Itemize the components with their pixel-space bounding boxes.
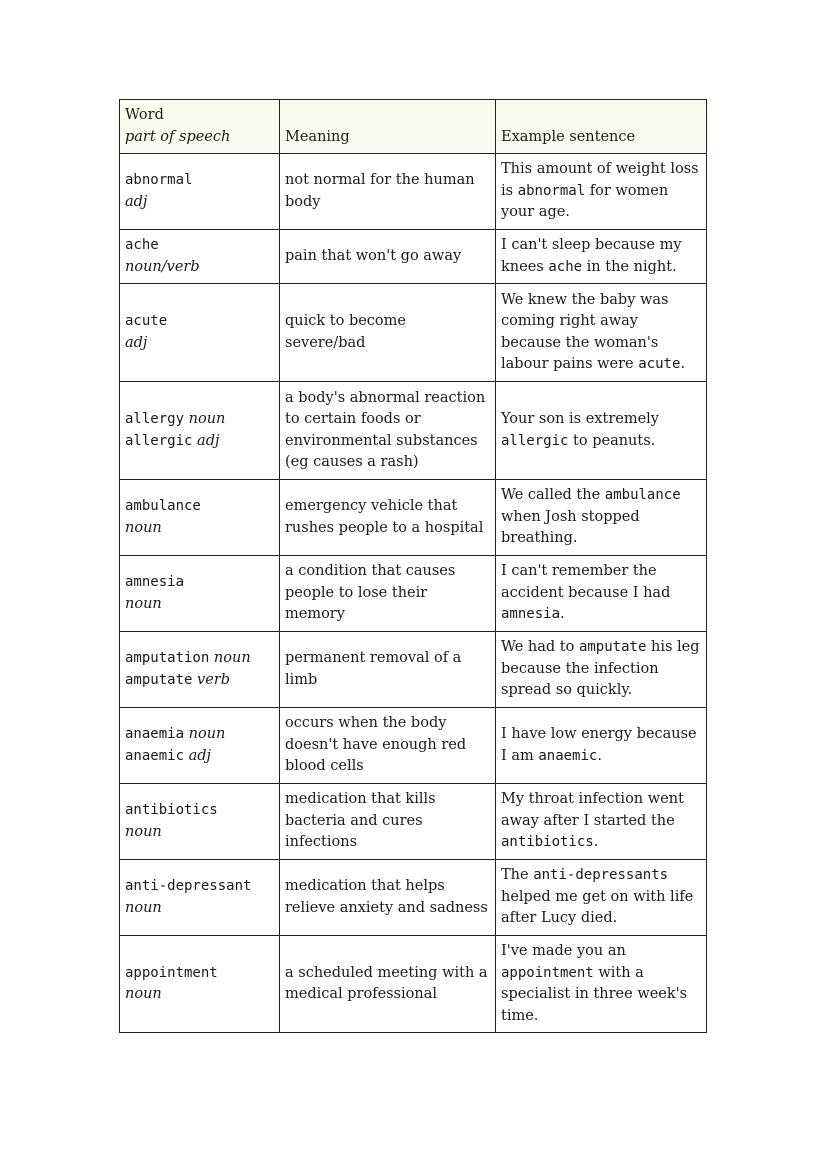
vocab-word: ache — [125, 237, 159, 253]
vocab-word: antibiotics — [125, 802, 218, 818]
word-line — [125, 409, 274, 431]
word-line — [125, 648, 274, 670]
word-line — [125, 898, 274, 920]
table-body — [120, 154, 707, 1033]
vocab-word: abnormal — [125, 172, 193, 188]
highlighted-word: amputate — [578, 639, 647, 656]
word-cell — [120, 936, 280, 1033]
highlighted-word: amnesia — [501, 606, 561, 623]
example-cell — [496, 860, 707, 936]
word-line — [125, 257, 274, 279]
part-of-speech: verb — [197, 671, 231, 688]
word-line — [125, 192, 274, 214]
example-text: in the night. — [582, 258, 677, 275]
word-cell — [120, 154, 280, 230]
example-text: The — [501, 867, 534, 884]
vocabulary-table — [119, 99, 707, 1033]
meaning-cell: emergency vehicle that rushes people to a hospital — [280, 480, 496, 556]
example-text: . — [560, 606, 565, 623]
word-line — [125, 724, 274, 746]
vocab-word: anti-depressant — [125, 878, 252, 894]
highlighted-word: antibiotics — [501, 834, 594, 851]
part-of-speech: noun — [125, 899, 162, 916]
meaning-cell: permanent removal of a limb — [280, 632, 496, 708]
example-text: I can't sleep because my knees — [501, 237, 682, 275]
vocab-word: amnesia — [125, 574, 185, 590]
table-row — [120, 784, 707, 860]
part-of-speech: noun — [125, 823, 162, 840]
vocab-word: allergy — [125, 411, 185, 427]
vocab-word: anaemia — [125, 726, 185, 742]
table-row — [120, 708, 707, 784]
part-of-speech: noun — [125, 519, 162, 536]
vocab-word: appointment — [125, 964, 218, 981]
example-cell — [496, 708, 707, 784]
table-row — [120, 860, 707, 936]
part-of-speech: noun — [125, 986, 162, 1002]
word-line — [125, 594, 274, 616]
example-text: Your son is extremely — [501, 411, 659, 427]
header-word: Word — [125, 107, 164, 123]
part-of-speech: adj — [188, 747, 212, 764]
word-cell — [120, 284, 280, 382]
meaning-cell: medication that helps relieve anxiety and sadness — [280, 860, 496, 936]
example-text: with a specialist in three week's time. — [501, 964, 688, 1024]
vocab-word: allergic — [125, 432, 193, 449]
word-line — [125, 170, 274, 192]
example-cell — [496, 556, 707, 632]
word-cell — [120, 382, 280, 480]
example-text: his leg because the infection spread so quickly. — [501, 639, 700, 699]
example-text: when Josh stopped breathing. — [501, 508, 640, 547]
word-line — [125, 822, 274, 844]
highlighted-word: abnormal — [517, 182, 586, 199]
example-cell — [496, 230, 707, 284]
header-part-of-speech: part of speech — [125, 128, 231, 145]
table-row — [120, 480, 707, 556]
highlighted-word: ache — [548, 258, 583, 275]
part-of-speech: noun — [125, 595, 162, 612]
example-cell — [496, 632, 707, 708]
example-text: My throat infection went away after I started the — [501, 791, 684, 829]
word-line — [125, 311, 274, 333]
word-line — [125, 572, 274, 594]
word-line — [125, 800, 274, 822]
highlighted-word: ambulance — [604, 487, 681, 504]
part-of-speech: noun/verb — [125, 258, 200, 275]
example-text: We had to — [501, 639, 579, 656]
meaning-cell: a condition that causes people to lose their memory — [280, 556, 496, 632]
word-line — [125, 496, 274, 518]
example-text: . — [680, 356, 686, 372]
part-of-speech: adj — [125, 193, 148, 210]
highlighted-word: allergic — [501, 432, 569, 449]
word-line — [125, 876, 274, 898]
example-text: to peanuts. — [568, 432, 656, 449]
word-line — [125, 333, 274, 355]
header-word-cell — [120, 100, 280, 154]
part-of-speech: adj — [197, 432, 220, 449]
vocab-word: anaemic — [125, 747, 185, 764]
example-cell — [496, 480, 707, 556]
example-text: I can't remember the accident because I had — [501, 563, 671, 601]
word-cell — [120, 860, 280, 936]
table-row — [120, 382, 707, 480]
highlighted-word: appointment — [501, 964, 594, 981]
part-of-speech: noun — [188, 726, 226, 742]
vocab-word: amputation — [125, 650, 210, 666]
word-line — [125, 431, 274, 453]
part-of-speech: noun — [213, 650, 251, 666]
example-cell — [496, 284, 707, 382]
word-line — [125, 670, 274, 692]
vocab-word: acute — [125, 313, 168, 329]
table-row — [120, 284, 707, 382]
meaning-cell: not normal for the human body — [280, 154, 496, 230]
word-cell — [120, 480, 280, 556]
meaning-cell: pain that won't go away — [280, 230, 496, 284]
meaning-cell: a body's abnormal reaction to certain foods or environmental substances (eg causes a rash) — [280, 382, 496, 480]
header-example: Example sentence — [496, 100, 707, 154]
word-line — [125, 963, 274, 985]
example-text: I have low energy because I am — [501, 726, 697, 764]
word-line — [125, 984, 274, 1006]
table-row — [120, 936, 707, 1033]
example-cell — [496, 784, 707, 860]
meaning-cell: occurs when the body doesn't have enough red blood cells — [280, 708, 496, 784]
word-line — [125, 746, 274, 768]
example-text: . — [593, 834, 599, 851]
part-of-speech: adj — [125, 334, 148, 351]
header-row — [120, 100, 707, 154]
table-row — [120, 632, 707, 708]
table-row — [120, 230, 707, 284]
example-text: We called the — [501, 487, 605, 504]
word-line — [125, 235, 274, 257]
vocab-word: amputate — [125, 671, 193, 688]
example-text: for women your age. — [501, 182, 669, 221]
header-meaning: Meaning — [280, 100, 496, 154]
word-cell — [120, 784, 280, 860]
example-cell — [496, 382, 707, 480]
example-cell — [496, 936, 707, 1033]
meaning-cell: quick to become severe/bad — [280, 284, 496, 382]
highlighted-word: anti-depressants — [533, 867, 669, 884]
table-row — [120, 154, 707, 230]
vocab-word: ambulance — [125, 498, 201, 514]
example-text: . — [597, 747, 602, 764]
highlighted-word: anaemic — [538, 747, 598, 764]
word-cell — [120, 556, 280, 632]
word-cell — [120, 708, 280, 784]
example-text: I've made you an — [501, 943, 626, 959]
meaning-cell: a scheduled meeting with a medical professional — [280, 936, 496, 1033]
word-cell — [120, 230, 280, 284]
highlighted-word: acute — [638, 356, 681, 372]
meaning-cell: medication that kills bacteria and cures infections — [280, 784, 496, 860]
word-line — [125, 518, 274, 540]
table-row — [120, 556, 707, 632]
example-cell — [496, 154, 707, 230]
example-text: helped me get on with life after Lucy died. — [501, 888, 694, 927]
part-of-speech: noun — [188, 411, 226, 427]
example-text: We knew the baby was coming right away because the woman's labour pains were — [501, 291, 669, 372]
example-text: This amount of weight loss is — [501, 161, 699, 199]
word-cell — [120, 632, 280, 708]
